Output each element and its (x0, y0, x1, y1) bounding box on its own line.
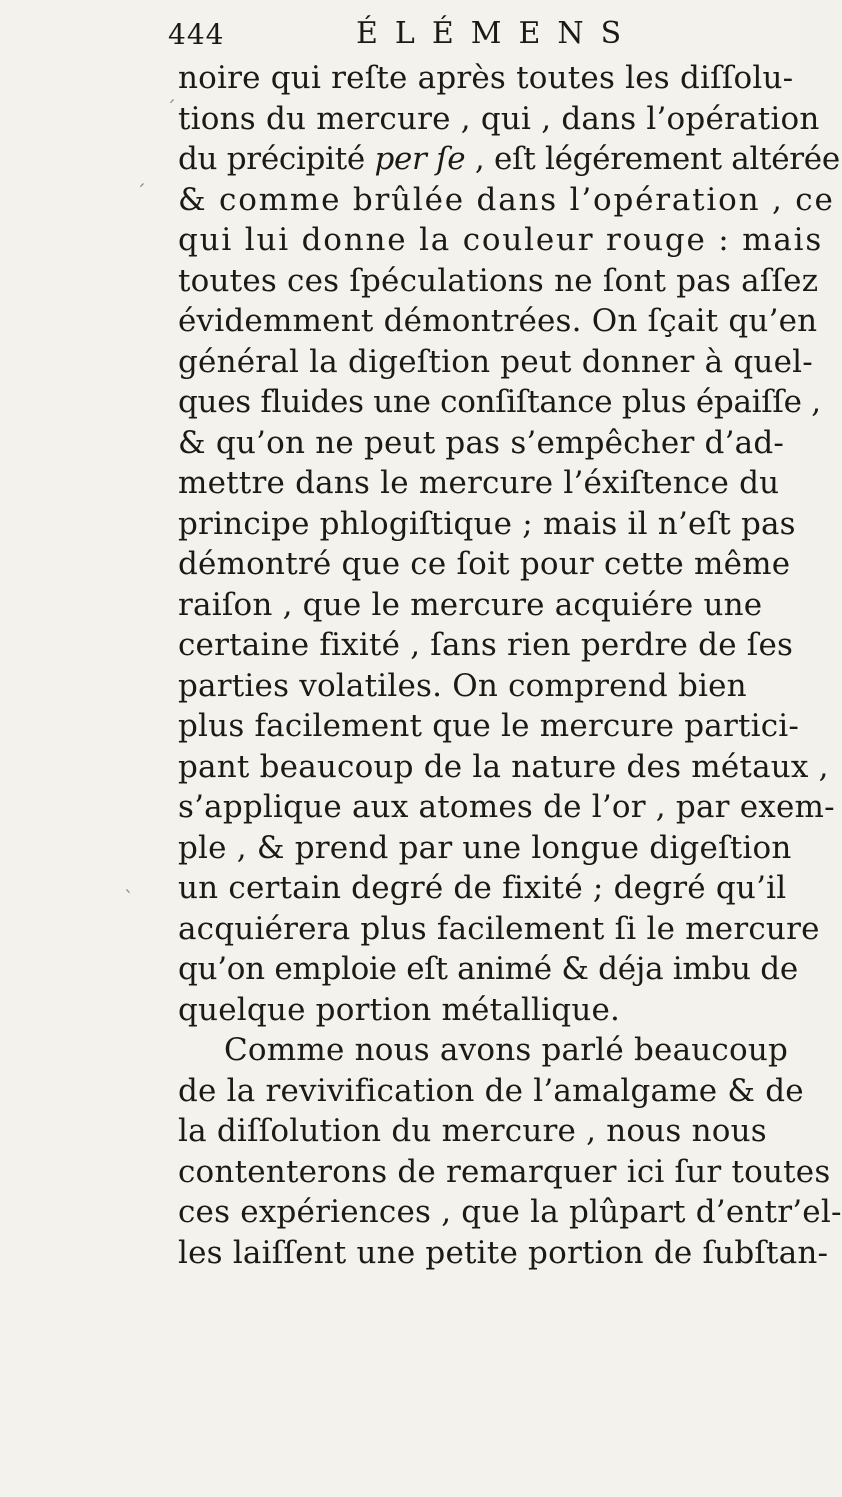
text-line (178, 139, 840, 180)
text-line: quelque portion métallique. (178, 991, 621, 1028)
text-line: qu’on emploie eſt animé & déja imbu de (178, 951, 798, 987)
text-line: & qu’on ne peut pas s’empêcher d’ad- (178, 424, 785, 461)
text-line: pant beaucoup de la nature des métaux , (178, 748, 829, 785)
text-line: ques fluides une conſiſtance plus épaiſſe , (178, 384, 821, 420)
running-header (168, 14, 768, 58)
text-run: , eſt légérement altérée (465, 141, 840, 177)
italic-text: per ſe (374, 141, 466, 177)
text-line: contenterons de remarquer ici ſur toutes (178, 1153, 831, 1190)
text-line: ple , & prend par une longue digeſtion (178, 829, 792, 866)
text-line: plus facilement que le mercure partici- (178, 708, 800, 744)
page-number: 444 (168, 18, 225, 51)
text-line: s’applique aux atomes de l’or , par exem- (178, 789, 835, 825)
text-line: qui lui donne la couleur rouge : mais (178, 222, 824, 258)
text-line: un certain degré de fixité ; degré qu’il (178, 870, 787, 906)
text-line: certaine fixité , ſans rien perdre de ſes (178, 627, 794, 663)
margin-mark: ˊ (136, 180, 146, 204)
margin-mark: ˋ (124, 886, 134, 910)
text-line: acquiérera plus facilement ſi le mercure (178, 910, 820, 947)
text-line: général la digeſtion peut donner à quel- (178, 343, 813, 380)
text-line: noire qui reſte après toutes les diſſolu- (178, 60, 794, 96)
text-line: évidemment démontrées. On ſçait qu’en (178, 303, 818, 339)
margin-mark: ˊ (166, 96, 176, 120)
text-line: tions du mercure , qui , dans l’opération (178, 100, 820, 137)
text-line: mettre dans le mercure l’éxiſtence du (178, 465, 780, 501)
text-line: la diſſolution du mercure , nous nous (178, 1113, 767, 1149)
text-line: principe phlogiſtique ; mais il n’eſt pas (178, 505, 796, 542)
text-line: parties volatiles. On comprend bien (178, 667, 747, 704)
text-line: démontré que ce ſoit pour cette même (178, 546, 791, 582)
text-line: de la revivification de l’amalgame & de (178, 1072, 804, 1109)
text-line: raiſon , que le mercure acquiére une (178, 586, 763, 623)
text-line: Comme nous avons parlé beaucoup (224, 1032, 789, 1068)
text-run: du précipité (178, 141, 375, 177)
body-text (178, 58, 842, 1273)
text-line: toutes ces ſpéculations ne ſont pas aſſez (178, 262, 819, 299)
text-line: ces expériences , que la plûpart d’entr’el- (178, 1194, 842, 1230)
text-line: les laiſſent une petite portion de ſubſtan- (178, 1234, 829, 1271)
running-title: ÉLÉMENS (356, 16, 639, 51)
text-line: & comme brûlée dans l’opération , ce (178, 181, 835, 218)
